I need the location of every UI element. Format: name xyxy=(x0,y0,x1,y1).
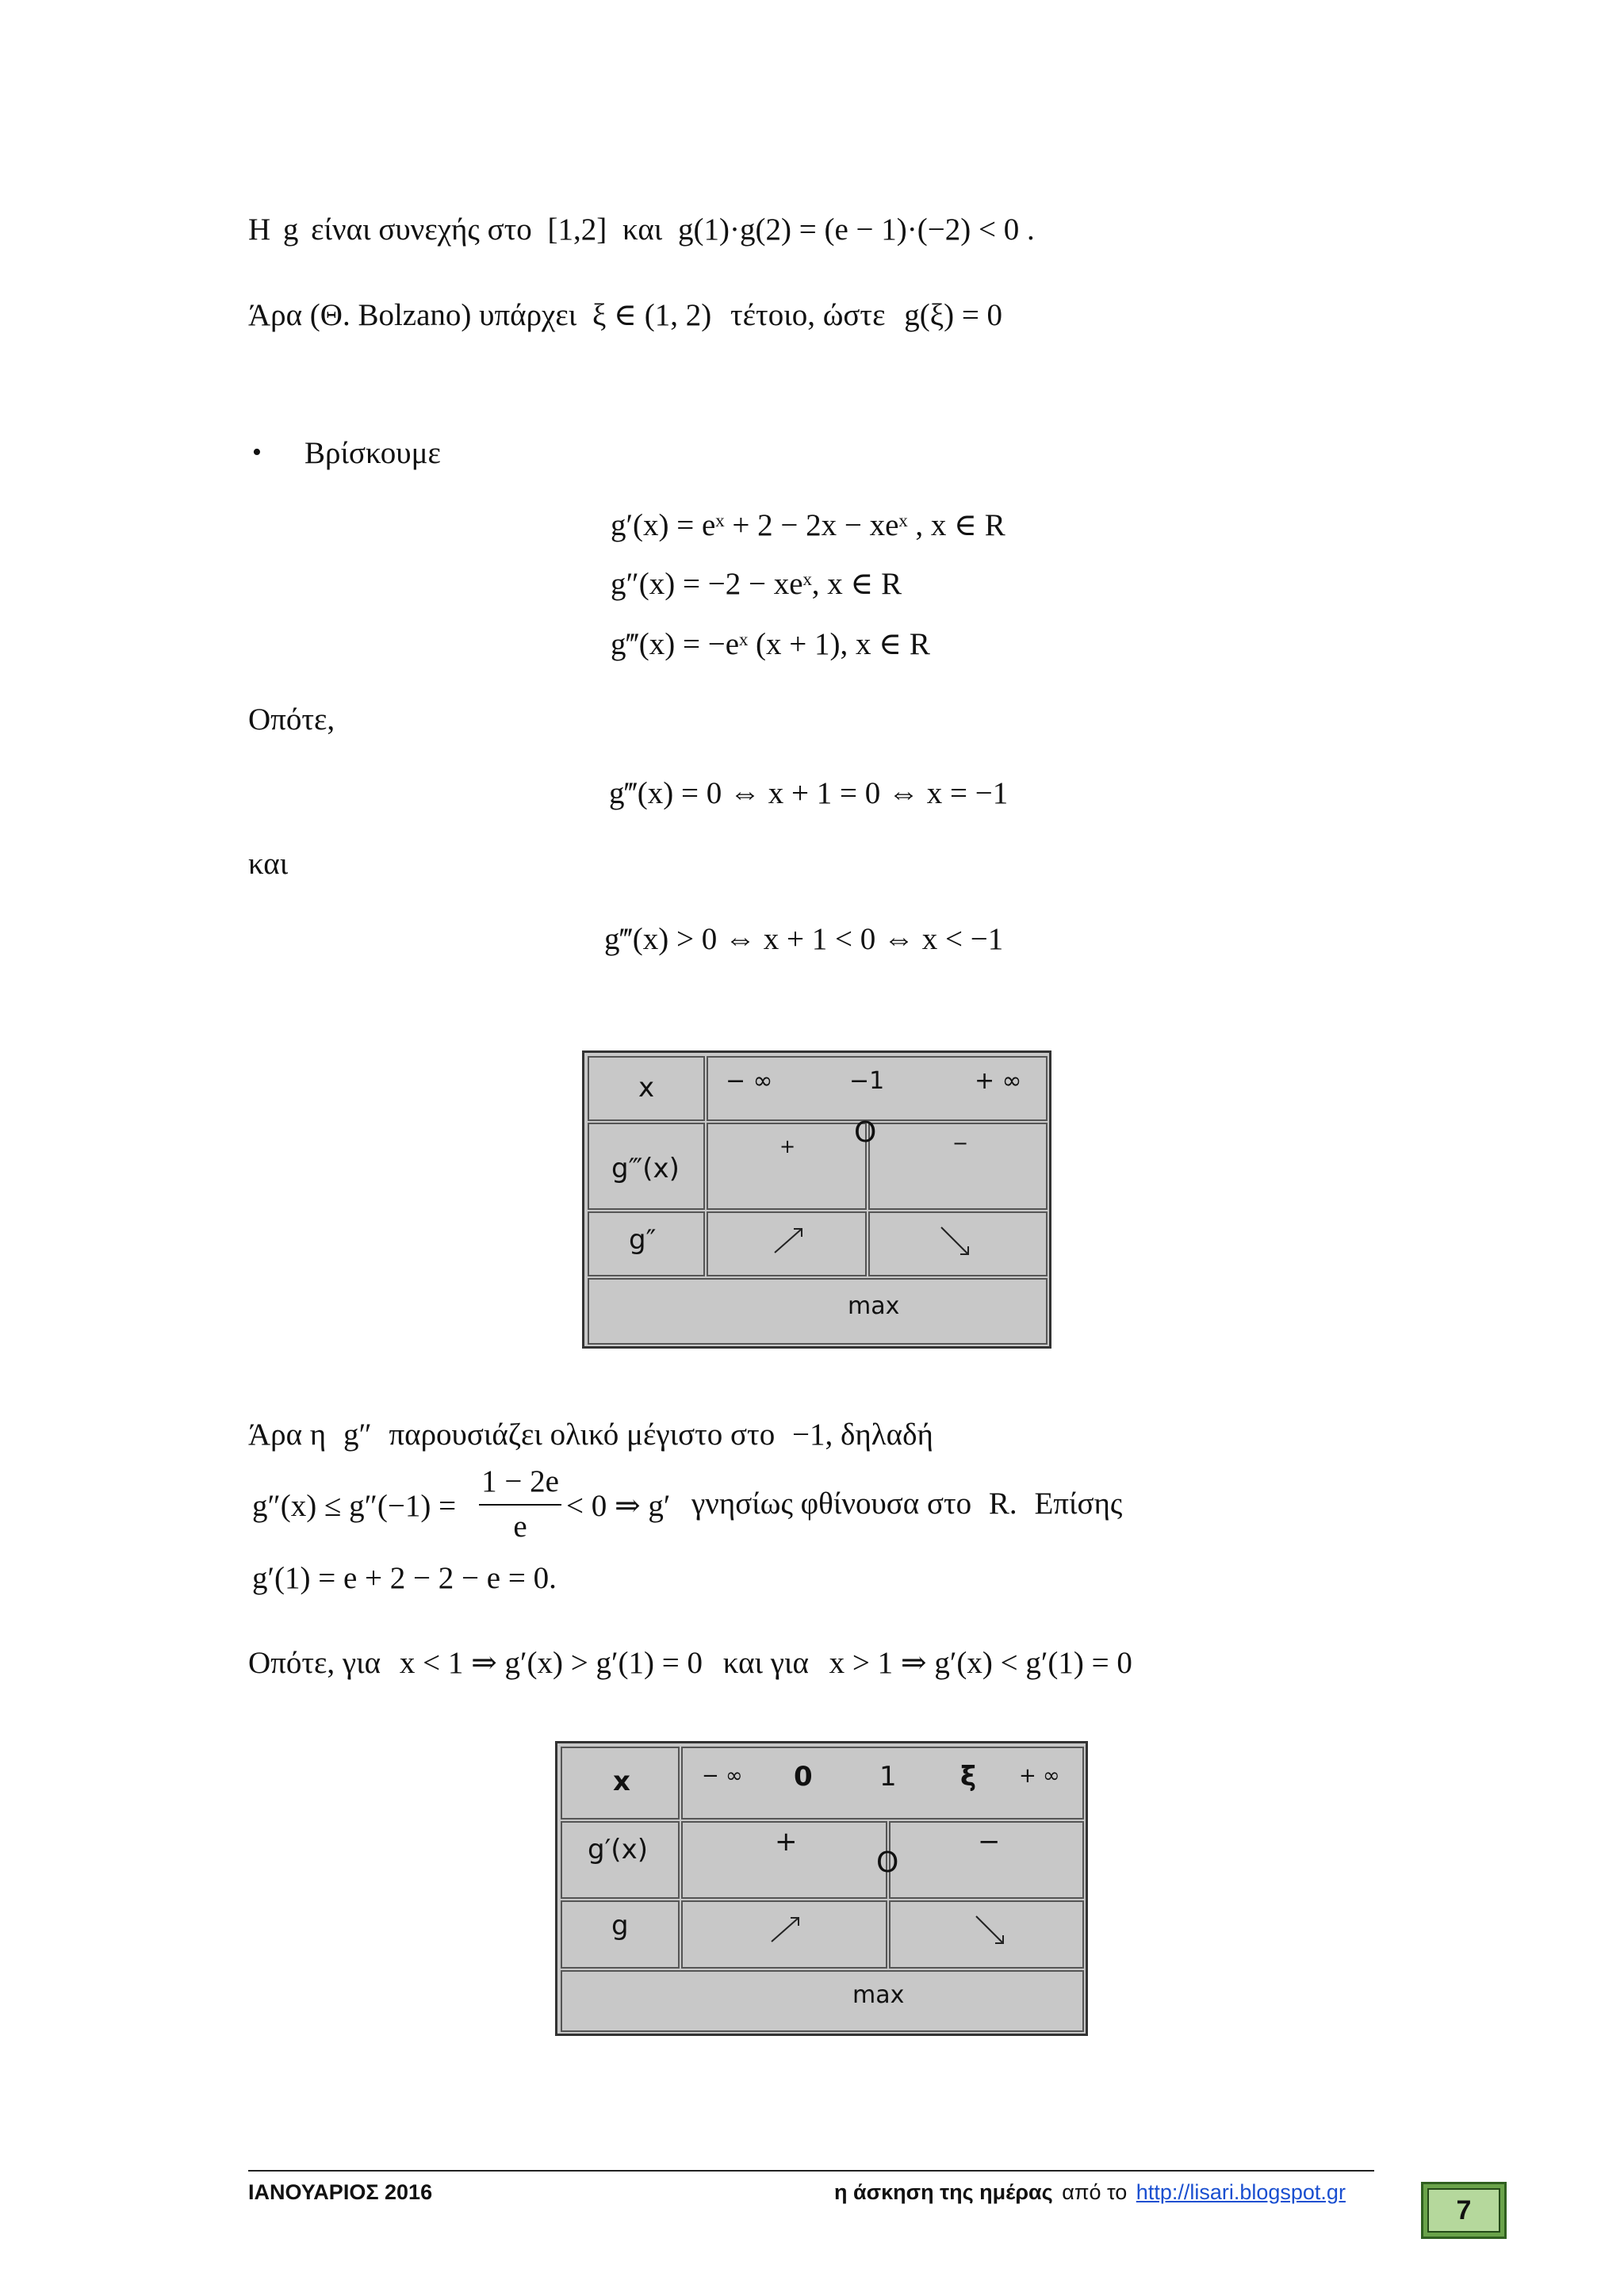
inequality-left: g″(x) ≤ g″(−1) = xyxy=(252,1489,457,1523)
text-kai: και xyxy=(248,847,289,881)
text-sign-gprime: Οπότε, για x < 1 ⇒ g′(x) > g′(1) = 0 και για x > 1 ⇒ g′(x) < g′(1) = 0 xyxy=(248,1646,1132,1680)
arrow-down-icon xyxy=(938,1224,973,1259)
table1-row-max: max xyxy=(588,1278,1048,1345)
sign-table-first-derivative xyxy=(555,1741,1088,2036)
table1-cell-plus: + xyxy=(707,1123,867,1210)
fraction-denominator: e xyxy=(513,1509,527,1544)
page-number-box xyxy=(1421,2182,1507,2239)
table1-row-second-derivative: g″ xyxy=(588,1211,705,1276)
table1-cell-increasing xyxy=(707,1211,867,1276)
table2-row-first-derivative: g′(x) xyxy=(561,1821,680,1899)
table1-row-third-derivative: g‴(x) xyxy=(588,1123,705,1210)
sign-table-second-derivative xyxy=(582,1050,1051,1349)
table2-header-values: − ∞ 0 1 ξ + ∞ xyxy=(681,1747,1084,1820)
footer-divider xyxy=(248,2170,1374,2172)
table1-cell-decreasing xyxy=(868,1211,1048,1276)
derivative-third: g‴(x) = −eˣ (x + 1), x ∈ R xyxy=(611,627,930,661)
text-opote: Οπότε, xyxy=(248,702,335,737)
bullet-point: • xyxy=(252,438,262,467)
table2-cell-minus: − xyxy=(889,1821,1084,1899)
table2-row-g: g xyxy=(561,1900,680,1969)
table2-zero-marker: O xyxy=(876,1846,899,1879)
table1-zero-marker: O xyxy=(854,1116,877,1149)
table2-header-x: x xyxy=(561,1747,680,1820)
arrow-up-icon xyxy=(772,1224,806,1256)
table2-cell-plus: + xyxy=(681,1821,887,1899)
table2-row-max: max xyxy=(561,1970,1084,2032)
arrow-up-icon xyxy=(768,1913,803,1945)
table1-header-values: − ∞ −1 + ∞ xyxy=(707,1056,1048,1121)
footer-blog-link[interactable]: http://lisari.blogspot.gr xyxy=(1136,2180,1346,2204)
fraction-bar xyxy=(479,1504,561,1506)
arrow-down-icon xyxy=(973,1913,1008,1948)
equation-third-zero: g‴(x) = 0 ⇔ x + 1 = 0 ⇔ x = −1 xyxy=(609,776,1009,810)
equation-third-positive: g‴(x) > 0 ⇔ x + 1 < 0 ⇔ x < −1 xyxy=(604,922,1004,956)
fraction xyxy=(479,1465,561,1544)
text-line-continuity: Η g είναι συνεχής στο [1,2] και g(1)·g(2) = (e − 1)·(−2) < 0 . xyxy=(248,212,1035,247)
text-strictly-decreasing: γνησίως φθίνουσα στο R. Επίσης xyxy=(691,1487,1123,1521)
fraction-numerator: 1 − 2e xyxy=(481,1464,559,1498)
derivative-first: g′(x) = eˣ + 2 − 2x − xeˣ , x ∈ R xyxy=(611,508,1005,542)
table1-cell-minus: − xyxy=(868,1123,1048,1210)
page-number: 7 xyxy=(1427,2188,1500,2233)
equation-gprime-one: g′(1) = e + 2 − 2 − e = 0. xyxy=(252,1561,557,1595)
text-line-bolzano: Άρα (Θ. Bolzano) υπάρχει ξ ∈ (1, 2) τέτοιο, ώστε g(ξ) = 0 xyxy=(248,298,1003,332)
table1-header-x: x xyxy=(588,1056,705,1121)
inequality-right: < 0 ⇒ g′ xyxy=(566,1489,671,1523)
derivative-second: g″(x) = −2 − xeˣ, x ∈ R xyxy=(611,567,902,601)
footer-source: η άσκηση της ημέρας από το http://lisari.blogspot.gr xyxy=(834,2180,1346,2204)
footer-date: ΙΑΝΟΥΑΡΙΟΣ 2016 xyxy=(248,2180,433,2204)
table2-cell-increasing xyxy=(681,1900,887,1969)
table2-cell-decreasing xyxy=(889,1900,1084,1969)
text-global-max: Άρα η g″ παρουσιάζει ολικό μέγιστο στο −1, δηλαδή xyxy=(248,1418,933,1452)
text-find: Βρίσκουμε xyxy=(304,436,441,470)
